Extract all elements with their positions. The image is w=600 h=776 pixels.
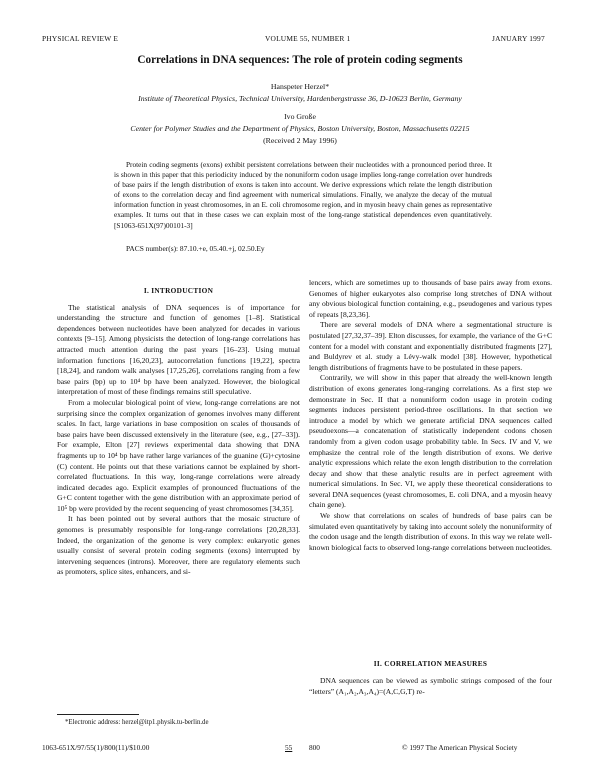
footnote-email: *Electronic address: herzel@itp1.physik.tu-berlin.de: [65, 719, 209, 726]
author-1-affiliation: Institute of Theoretical Physics, Technical University, Hardenbergstrasse 36, D-10623 Berlin, Germany: [138, 94, 462, 103]
journal-name: PHYSICAL REVIEW E: [42, 34, 119, 43]
paragraph: lencers, which are sometimes up to thousands of base pairs away from exons. Genomes of higher eukaryotes also comprise long stretches of DNA without any obvious biological function containing, e.g., pseudogenes and various types of repeats [8,23,36].: [309, 278, 552, 319]
paragraph: From a molecular biological point of view, long-range correlations are not surprising since the complex organization of genomes involves many different scales. In fact, large variations in base composition on scales of thousands of base pairs have been discussed extensively in the literature (see, e.g., [27–33]). For example, Elton [27] reviews experimental data showing that DNA fragments up to 10⁴ bp have rather large variances of the guanine (G)+cytosine (C) content. He points out that these variations cannot be explained by short-correlated fluctuations. In this way, long-range correlations were already indicated decades ago. Explicit examples of pronounced fluctuations of the G+C content together with the gene distribution with an approximate period of 10⁵ bp were provided by the recent sequencing of yeast chromosomes [34,35].: [57, 397, 300, 513]
abstract: Protein coding segments (exons) exhibit persistent correlations between their nucleotides with a pronounced period three. It is shown in this paper that this periodicity induced by the nonuniform codon usage implies long-range correlation over hundreds of base pairs if the length distribution of exons is taken into account. We derive expressions which relate the length distribution of exons to the correlation decay and find agreement with numerical simulations. Finally, we analyze the decay of the mutual information function in yeast chromosomes, in an E. coli chromosome region, and in myosin heavy chain genes as representative examples. It turns out that in these cases we can explain most of the long-range statistical dependences even quantitatively. [S1063-651X(97)00101-3]: [114, 160, 492, 230]
page-number: 800: [309, 743, 320, 752]
column-left: [57, 286, 300, 578]
paper-title: Correlations in DNA sequences: The role of protein coding segments: [137, 54, 463, 66]
received-date: (Received 2 May 1996): [263, 136, 337, 145]
paragraph: DNA sequences can be viewed as symbolic strings composed of the four “letters” (A₁,A₂,A₃,A₄)=(A,C,G,T) re-: [309, 676, 552, 696]
paragraph: There are several models of DNA where a segmentational structure is postulated [27,32,37–39]. Elton discusses, for example, the variance of the G+C content for a model with constant and exponentially distributed fragments [27], and Buldyrev et al. study a Lévy-walk model [38]. However, hypothetical length distributions of fragments have to be postulated in these papers.: [309, 320, 552, 372]
paragraph: The statistical analysis of DNA sequences is of importance for understanding the structure and function of genomes [1–8]. Statistical dependences between nucleotides have been analyzed for decades in various contexts [9–15]. Among physicists the detection of long-range correlations has attracted much attention during the past years [16–23]. Using mutual information functions [16,20,23], autocorrelation functions [19,22], spectra [18,24], and random walk analyses [17,25,26], correlations ranging from a few base pairs (bp) up to 10⁴ bp have been analyzed. However, the biological interpretation of most of these findings remains still speculative.: [57, 302, 300, 397]
paragraph: We show that correlations on scales of hundreds of base pairs can be simulated even quantitatively by taking into account solely the nonuniformity of the codon usage and the length distribution of exons. In this way we relate well-known biological facts to observed long-range correlations between nucleotides.: [309, 511, 552, 552]
issue-date: JANUARY 1997: [492, 34, 545, 43]
column-right: [309, 278, 552, 553]
author-2-affiliation: Center for Polymer Studies and the Department of Physics, Boston University, Boston, Massachusetts 02215: [130, 124, 470, 133]
copyright: © 1997 The American Physical Society: [402, 743, 518, 752]
footer-code: 1063-651X/97/55(1)/800(11)/$10.00: [42, 743, 150, 752]
section-heading-introduction: I. INTRODUCTION: [143, 286, 214, 295]
section-heading-correlation-measures: II. CORRELATION MEASURES: [373, 659, 488, 668]
paragraph: Contrarily, we will show in this paper that already the well-known length distribution of exons generates long-ranging correlations. As a first step we demonstrate in Sec. II that a nonuniform codon usage in protein coding segments induces persistent period-three oscillations. In that section we introduce a model by which we generate artificial DNA sequences called pseudoexons—a concatenation of statistically independent codons chosen randomly from a given codon usage probability table. In Secs. IV and V, we emphasize the central role of the length distribution of exons. We derive analytic expressions which relate the exon length distribution to the correlation decay and show that these analytic results are in perfect agreement with numerical simulations. In Sec. VI, we apply these theoretical considerations to several DNA sequences (yeast chromosomes, E. coli DNA, and a myosin heavy chain gene).: [309, 373, 552, 510]
pacs-numbers: PACS number(s): 87.10.+e, 05.40.+j, 02.50.Ey: [126, 244, 265, 253]
author-2-name: Ivo Große: [284, 112, 316, 121]
author-1-name: Hanspeter Herzel*: [270, 82, 330, 91]
paragraph: It has been pointed out by several authors that the mosaic structure of genomes is presumably responsible for long-range correlations [20,28,33]. Indeed, the organization of the genome is very complex: eukaryotic genes usually consist of several protein coding segments (exons) interrupted by intervening sequences (introns). Moreover, there are regulatory elements such as promoters, splice sites, enhancers, and si-: [57, 514, 300, 577]
footnote-divider: [57, 714, 139, 715]
footer-volume: 55: [285, 743, 293, 752]
volume-number: VOLUME 55, NUMBER 1: [265, 34, 351, 43]
